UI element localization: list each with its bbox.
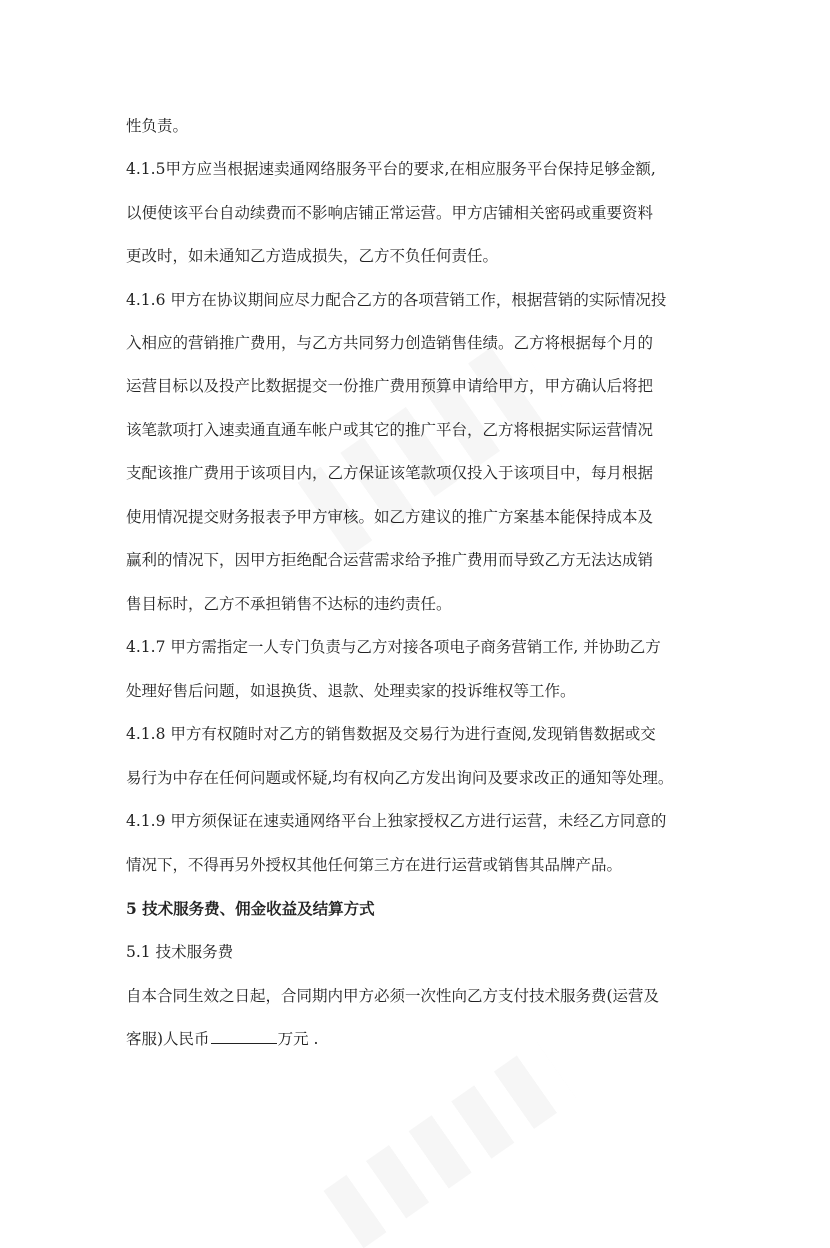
paragraph-line: 性负责。: [126, 117, 189, 135]
watermark: [323, 1042, 576, 1248]
paragraph-line: 情况下，不得再另外授权其他任何第三方在进行运营或销售其品牌产品。: [126, 856, 623, 874]
paragraph-line: 入相应的营销推广费用，与乙方共同努力创造销售佳绩。乙方将根据每个月的: [126, 334, 654, 352]
amount-blank: [211, 1029, 277, 1044]
paragraph-line: 自本合同生效之日起，合同期内甲方必须一次性向乙方支付技术服务费(运营及: [126, 987, 660, 1005]
paragraph-line: 4.1.6 甲方在协议期间应尽力配合乙方的各项营销工作，根据营销的实际情况投: [126, 291, 667, 309]
paragraph-line: 支配该推广费用于该项目内，乙方保证该笔款项仅投入于该项目中，每月根据: [126, 464, 654, 482]
fee-suffix: 万元 .: [277, 1030, 319, 1048]
paragraph-line: 4.1.8 甲方有权随时对乙方的销售数据及交易行为进行查阅,发现销售数据或交: [126, 725, 656, 743]
paragraph-line: 售目标时，乙方不承担销售不达标的违约责任。: [126, 595, 452, 613]
section-heading: 5 技术服务费、佣金收益及结算方式: [126, 899, 375, 918]
fee-prefix: 客服)人民币: [126, 1030, 210, 1048]
paragraph-line: 4.1.9 甲方须保证在速卖通网络平台上独家授权乙方进行运营，未经乙方同意的: [126, 812, 667, 830]
paragraph-line: 易行为中存在任何问题或怀疑,均有权向乙方发出询问及要求改正的通知等处理。: [126, 769, 674, 787]
paragraph-line: 以便使该平台自动续费而不影响店铺正常运营。甲方店铺相关密码或重要资料: [126, 204, 654, 222]
paragraph-line: 运营目标以及投产比数据提交一份推广费用预算申请给甲方，甲方确认后将把: [126, 377, 654, 395]
paragraph-line: 4.1.7 甲方需指定一人专门负责与乙方对接各项电子商务营销工作, 并协助乙方: [126, 638, 661, 656]
paragraph-line: 使用情况提交财务报表予甲方审核。如乙方建议的推广方案基本能保持成本及: [126, 508, 654, 526]
fee-amount-line: [126, 1028, 318, 1050]
subsection-title: 5.1 技术服务费: [126, 943, 234, 961]
paragraph-line: 处理好售后问题，如退换货、退款、处理卖家的投诉维权等工作。: [126, 682, 576, 700]
paragraph-line: 赢利的情况下，因甲方拒绝配合运营需求给予推广费用而导致乙方无法达成销: [126, 551, 654, 569]
paragraph-line: 4.1.5甲方应当根据速卖通网络服务平台的要求,在相应服务平台保持足够金额,: [126, 160, 656, 178]
paragraph-line: 该笔款项打入速卖通直通车帐户或其它的推广平台，乙方将根据实际运营情况: [126, 421, 654, 439]
paragraph-line: 更改时，如未通知乙方造成损失，乙方不负任何责任。: [126, 247, 499, 265]
